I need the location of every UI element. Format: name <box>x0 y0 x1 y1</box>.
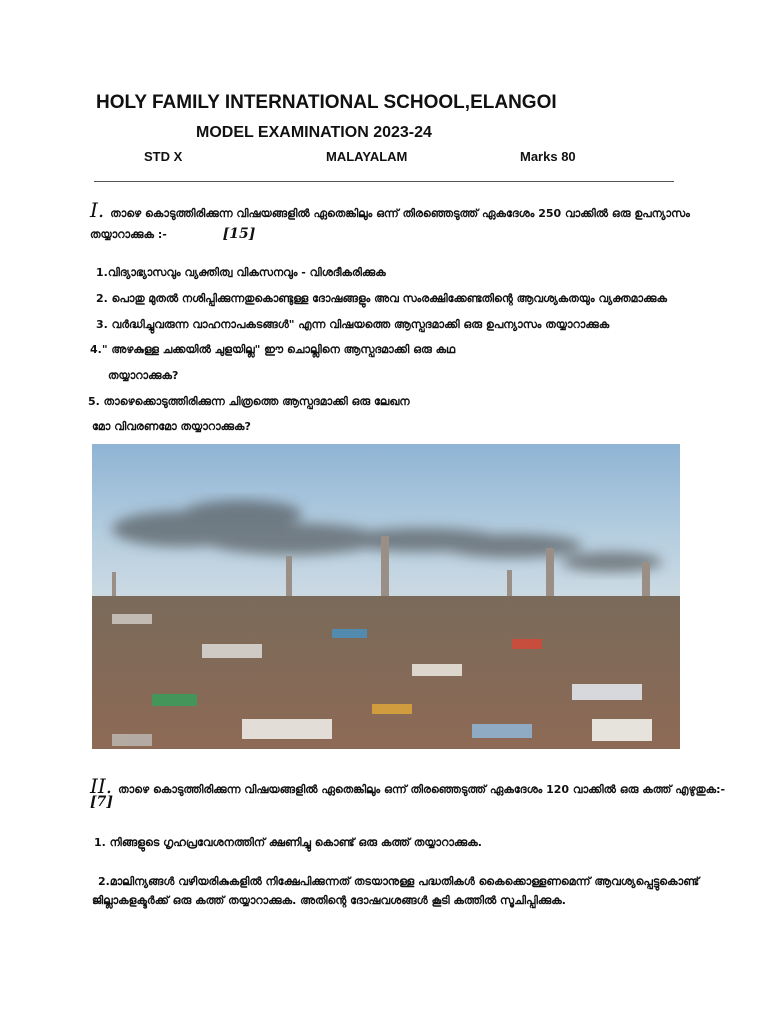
section2-item: 2.മാലിന്യങ്ങൾ വഴിയരികുകളിൽ നിക്ഷേപിക്കുന്നത് തടയാനുള്ള പദ്ധതികൾ കൈക്കൊള്ളണമെന്ന് ആവശ്യപ്പെട്ടുകൊണ്ട് <box>98 875 700 888</box>
section1-roman: I. <box>90 198 105 222</box>
section2-marks: [7] <box>90 794 113 810</box>
pollution-illustration <box>92 444 680 749</box>
section1-line2: തയ്യാറാക്കുക :- <box>90 228 167 241</box>
section1-item: 4." അഴകുള്ള ചക്കയിൽ ചുളയില്ല" ഈ ചൊല്ലിനെ ആസ്പദമാക്കി ഒരു കഥ <box>90 343 456 356</box>
section1-instruction <box>90 198 690 222</box>
section2-roman: II. <box>90 774 113 798</box>
section1-item: 3. വർദ്ധിച്ചുവരുന്ന വാഹനാപകടങ്ങൾ" എന്ന വിഷയത്തെ ആസ്പദമാക്കി ഒരു ഉപന്യാസം തയ്യാറാക്കുക <box>96 318 610 331</box>
exam-title: MODEL EXAMINATION 2023-24 <box>196 124 432 141</box>
section2-line1: താഴെ കൊടുത്തിരിക്കുന്ന വിഷയങ്ങളിൽ ഏതെങ്കിലും ഒന്ന് തിരഞ്ഞെടുത്ത് ഏകദേശം 120 വാക്കിൽ ഒരു കത്ത് എഴുതുക:- <box>118 783 726 796</box>
section2-instruction <box>90 774 725 798</box>
section1-item: മോ വിവരണമോ തയ്യാറാക്കുക? <box>92 420 251 433</box>
section2-item: 1. നിങ്ങളുടെ ഗൃഹപ്രവേശനത്തിന് ക്ഷണിച്ചു കൊണ്ട് ഒരു കത്ത് തയ്യാറാക്കുക. <box>94 836 482 849</box>
section1-marks: [15] <box>222 226 256 242</box>
section1-line1: താഴെ കൊടുത്തിരിക്കുന്ന വിഷയങ്ങളിൽ ഏതെങ്കിലും ഒന്ന് തിരഞ്ഞെടുത്ത് ഏകദേശം 250 വാക്കിൽ ഒരു ഉപന്യാസം <box>110 207 690 220</box>
section2-item: ജില്ലാകളക്ടർക്ക് ഒരു കത്ത് തയ്യാറാക്കുക. അതിന്റെ ദോഷവശങ്ങൾ കൂടി കത്തിൽ സൂചിപ്പിക്കുക. <box>92 894 566 907</box>
section1-line2-row <box>90 226 255 242</box>
header-divider <box>94 181 674 182</box>
section1-item: 1.വിദ്യാഭ്യാസവും വ്യക്തിത്വ വികസനവും - വിശദീകരിക്കുക <box>96 266 386 279</box>
std-label: STD X <box>144 149 183 164</box>
marks-label: Marks 80 <box>520 149 576 164</box>
subject-label: MALAYALAM <box>326 149 408 164</box>
section1-item: 5. താഴെക്കൊടുത്തിരിക്കുന്ന ചിത്രത്തെ ആസ്പദമാക്കി ഒരു ലേഖന <box>88 395 410 408</box>
section1-item: തയ്യാറാക്കുക? <box>108 369 179 382</box>
school-name: HOLY FAMILY INTERNATIONAL SCHOOL,ELANGOI <box>96 92 557 113</box>
pollution-photo <box>92 444 680 749</box>
section1-item: 2. പൊതു മുതൽ നശിപ്പിക്കുന്നതുകൊണ്ടുള്ള ദോഷങ്ങളും അവ സംരക്ഷിക്കേണ്ടതിന്റെ ആവശ്യകതയും വ്യക്തമാക്കുക <box>96 292 667 305</box>
